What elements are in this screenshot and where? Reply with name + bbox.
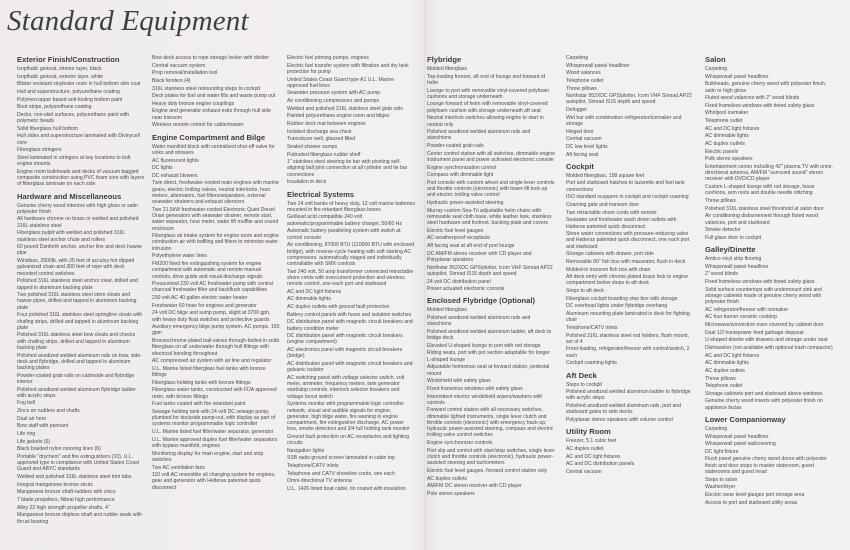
equipment-item: Auxiliary emergency bilge pump system, AC pumps, 150 gpm [152,324,280,337]
equipment-section [705,415,833,506]
equipment-item: Molded-in transom fish box with drain [566,266,651,273]
equipment-item: Throw pillows [566,85,597,92]
equipment-section [566,55,694,158]
equipment-item: Powder-coated grab rails on cabinside and flybridge interior [17,372,135,385]
equipment-item: Fiberglass cockpit boarding step box with storage [566,295,678,302]
equipment-item: Electric panels [705,148,739,155]
equipment-list [152,55,280,129]
column-4 [427,55,555,501]
equipment-item: Telephone and CATV shoreline cords, one each [287,470,395,477]
equipment-item: Ground fault protection on AC receptacles and lighting circuits [287,433,410,447]
equipment-item: Air conditioning, 87000 BTU (110000 BTU with enclosed bridge), with reverse-cycle heating with soft starting AC compressors, automatically staged and individually controllable with SMX controls [287,242,415,267]
equipment-item: 24 volt DC bilge and sump pump, slight at 3700 gph, with heavy duty float switches and protective guards [152,310,271,323]
equipment-item: Removable 80" fish box with macerator, flush in deck [566,258,686,265]
equipment-item: Water manifold block with centralized shut-off valve for sinks and showers [152,143,275,156]
equipment-item: Two 21.5kW freshwater-cooled Electronic Quiet Diesel Onan generators with seawater strainer, remote start, water separator, hour meter, water lift muffler and sound enclosure [152,206,279,232]
equipment-item: Molded fiberglass [427,307,467,314]
equipment-item: AC compressed air system with air line and regulator [152,358,272,365]
equipment-item: Fiberglass water tanks, constructed with FDA approved resin, with bronze fittings [152,387,277,400]
equipment-item: DC lights [152,165,173,172]
equipment-item: Polyethylene water lines [152,253,207,260]
equipment-item: Fiberglass holding tanks with bronze fittings [152,379,251,386]
equipment-item: Northstar 952XDC GPS/plotter, Icom VHF Simrad AP22 autopilot, Simrad IS15 depth and speed [566,93,692,106]
equipment-item: Two retractable shore cords with remote [566,209,657,216]
equipment-item: SSB radio ground screen laminated in cabin top [287,455,395,462]
equipment-item: Polished 316L stainless steel bow cleats and chocks with chafing strips, drilled and tapped in aluminum backing plate [17,332,136,351]
equipment-item: Black fenders (4) [152,77,191,84]
equipment-item: Carpeting [705,66,728,72]
equipment-item: Deck plates for fuel and water fills and waste pump out [152,93,276,100]
equipment-item: Prop removal/installation tool [152,70,218,77]
equipment-section [566,162,694,367]
equipment-item: Intermittent electric windshield wipers/washers with controls [427,393,543,406]
equipment-list [287,55,415,186]
equipment-item: Fuel tanks coated with fire retardant paint [152,401,246,408]
column-3 [287,55,415,496]
equipment-item: Telephone outlet [705,383,743,390]
equipment-item: Compass with dimmable light [427,172,494,179]
equipment-item: DC distribution panel with magnetic circuit breakers (engine compartment) [287,333,403,346]
equipment-item: Access to port and starboard utility areas [705,499,798,506]
equipment-item: Storage cabinets port and starboard above windows [705,390,823,397]
equipment-item: Pressurized 230 volt AC freshwater pump with central charcoal freshwater filter and backflush capabilities [152,281,273,294]
equipment-item: AC electronics panel with magnetic circuit breakers (bridge) [287,347,403,360]
section-heading: Lower Companionway [705,414,786,424]
equipment-item: Fluted wood valances with 2" wood blinds [705,95,800,102]
equipment-item: Defogger [566,107,587,114]
equipment-item: AC weatherproof receptacle [427,235,491,242]
equipment-item: Dual 1/2 horsepower feed garbage disposal [705,329,804,336]
equipment-item: Aft facing seat [566,151,599,158]
equipment-item: Zincs on rudders and shafts [17,408,80,415]
section-heading: Enclosed Flybridge (Optional) [427,296,536,306]
equipment-item: Wet bar with combination refrigerator/icemaker and storage [566,114,682,127]
equipment-item: U.L. Marine listed fiberglass fuel tanks with bronze fittings [152,365,266,379]
equipment-item: Top-loading freezer, aft end of lounge and forward of helm [427,73,546,86]
equipment-list [17,66,145,188]
section-heading: Utility Room [566,427,611,437]
equipment-item: Hinged door [566,128,594,135]
section-heading: Salon [705,55,726,64]
equipment-item: Electric wear level gauges port storage area [705,491,805,498]
equipment-item: 110 volt AC reversible oil changing system for engines, gear and generator with Helteras patented quick disconnect [152,472,276,491]
equipment-item: AC duplex outlets [705,367,745,374]
equipment-item: Fixed frameless windows with safety glass [427,385,523,392]
equipment-item: United States Coast Guard type A1 U.L. Marine approved fuel lines [287,76,395,89]
equipment-item: AC and DC light fixtures [705,352,760,359]
equipment-item: FM200 fixed fire extinguishing system for engine compartment with automatic and remote manual controls, drive guide and visual discharge signals [152,261,263,280]
equipment-item: Polished anodized welded aluminum rails on bow, side-deck and flybridge, drilled and tapped in aluminum backing plates [17,352,142,372]
equipment-section [152,133,280,491]
equipment-list [427,307,555,497]
equipment-item: Entertainment center including 42" plasma TV with omni-directional antenna, AM/FM "surround sound" stereo receiver with DVD/CD player [705,163,833,183]
equipment-list [152,144,280,491]
equipment-item: Full glass door to cockpit [705,234,762,241]
equipment-item: Twin direct, freshwater-cooled main engines with marine gears, electric trolling valves, neutral interlocks, hour meters, alternators, fuel filters/separators, external seawater strainers and exhaust silencers [152,180,279,206]
equipment-item: Shore water connections with pressure-reducing valve and Hatteras patented quick disconnect, one each port and starboard [566,231,690,250]
equipment-item: Aluminum mounting plate laminated in deck for fighting chair [566,311,690,324]
equipment-item: Isopthalic gelcoat, exterior layer, white [17,73,104,80]
equipment-item: Polished 316L stainless steel rod holders, flush mount, set of 4 [566,332,689,345]
equipment-item: Fiberglass air intake system for engine room and engine combustion air with baffling and filters to minimize water intrusion [152,233,279,252]
equipment-item: Polished anodized welded aluminum ladder to flybridge with acrylic steps [566,389,691,402]
equipment-item: Life jackets (6) [17,438,51,445]
equipment-item: Manganese bronze shaft-rudders with zincs [17,489,116,496]
equipment-item: Omni-directional TV antenna [287,478,352,485]
equipment-item: Electric fuel level gauges, forward control station only [427,467,548,474]
equipment-item: Washer/dryer [705,484,736,491]
equipment-item: AC duplex outlet [566,445,604,452]
equipment-item: Adjustable helmsman seat at forward station, pedestal mount [427,364,550,377]
equipment-item: U.L. Marine approved duplex fuel filter/water separators with bypass manifold, engines [152,436,278,449]
equipment-item: Electric fuel priming pumps, engines [287,55,369,61]
equipment-item: U.L. Marine listed fuel filter/water separator, generator [152,429,274,436]
equipment-item: 60 pound Danforth anchor, anchor line and deck hawse pipe [17,244,142,257]
page-spine [424,0,426,550]
equipment-item: DC low level lights [566,143,608,150]
equipment-item: Engine synchronization control [427,164,497,171]
equipment-item: AC dimmable lights [287,296,331,303]
equipment-item: Seawater and freshwater wash down outlets with Hatteras patented quick disconnect [566,217,677,230]
equipment-item: Automatic battery paralleling system with switch at control console [287,228,401,241]
equipment-item: Whisperwall panel headliner [705,263,769,270]
equipment-item: Air conditioning disbursement through fluted wood valances, port and starboard [705,213,818,226]
equipment-item: Throw pillows [705,197,736,204]
equipment-section [427,296,555,497]
equipment-item: Bronze/chrome plated ball-valves through-bolted in solid fiberglass on all underwater through hull fittings with electrical bonding throughout [152,338,279,357]
equipment-item: Polished anodized welded aluminum ladder, aft deck to bridge deck [427,328,552,342]
equipment-item: 7 blade propellers, Nibral high performance [17,497,115,504]
equipment-item: Polyplanar stereo speakers with volume control [566,417,673,423]
equipment-item: 2" wood blinds [705,271,738,278]
equipment-item: Four polished 316L stainless steel springline cleats with chafing strips, drilled and tapped in aluminum backing plate [17,312,143,331]
equipment-section [566,371,694,424]
equipment-item: AC and DC distribution panels [566,461,635,468]
equipment-item: Manganese bronze dripless shaft and rudder seals with thrust bearing [17,512,142,525]
equipment-item: Monitoring display for main engine, start and stop switches [152,450,264,463]
equipment-list [566,438,694,475]
equipment-item: Forward control station with all necessary switches, dimmable lighted instruments, single lever clutch and throttle controls (electronic) with emergency back-up, hydraulic power-assisted steering, compass and electric trolling valve control switches [427,407,554,439]
section-heading: Aft Deck [566,370,597,380]
equipment-item: Wood valances [566,70,601,77]
section-heading: Electrical Systems [287,189,355,199]
equipment-section [566,427,694,475]
equipment-section [17,192,145,525]
section-heading: Galley/Dinette [705,245,756,255]
equipment-item: Coaming gate and transom door [566,201,640,208]
equipment-item: Custom L-shaped lounge with rod storage, loose cushions, arm rests and double needle stitching [705,184,815,197]
section-heading: Hardware and Miscellaneous [17,191,122,201]
equipment-item: Electric fuel transfer system with filtration and dry tank protection for pump [287,62,409,75]
equipment-item: Navigation lights [287,447,325,454]
equipment-item: Lounge to port with removable vinyl-covered polyfoam cushions and storage underneath [427,87,550,100]
equipment-item: Lounge forward of helm with removable vinyl-covered polyfoam cushion with storage underneath aft seat [427,101,548,114]
equipment-item: AC fluorescent lights [152,157,199,164]
equipment-item: AC distribution panel with magnetic circuit breakers and galvanic isolator [287,361,413,374]
equipment-item: Polk stereo speakers [705,156,753,163]
equipment-list [705,256,833,411]
equipment-item: Whirlpool icemaker [705,110,749,117]
section-heading: Exterior Finish/Construction [17,55,120,64]
equipment-item: Power actuated electronic console [427,286,505,293]
equipment-item: Heavy duty bronze engine couplings [152,100,235,107]
equipment-item: Hydraulic power-assisted steering [427,200,504,207]
equipment-item: Windlass, 2500lb. with 25 feet of acculoy hot dipped galvanized chain and 300 feet of rope with deck mounted control switches [17,258,135,277]
equipment-item: Molded fiberglass, 158 square feet [566,172,645,179]
equipment-item: AC and DC light fixtures [287,288,342,295]
equipment-item: Systems monitor with programmable logic controller network, visual and audible signals for engine, generator, high bilge water, fire warning in engine compartment, fire extinguisher discharge, AC power loss, smoke detectors and 3/4 full holding tank monitor [287,401,410,433]
equipment-section [705,245,833,411]
equipment-item: AM/FM DC stereo receiver with CD player [427,483,522,490]
equipment-item: All hardware chrome on brass or welded and polished 316L stainless steel [17,216,139,229]
equipment-item: AC dimmable lights [705,360,749,367]
equipment-item: Fiberglass pulpit with welded and polished 316L stainless steel anchor chute and rollers [17,230,125,243]
equipment-item: Engine room bulkheads and decks of vacuum bagged composite construction using PVC foam core with layers of fiberglass laminate on each side [17,168,145,188]
equipment-item: Port and starboard hatches to lazarette and fuel tank connections [566,180,685,193]
equipment-item: Two 240 volt, 50 amp transformer connected retractable shore cords with overcurrent protection and wireless remote control, one each port and starboard [287,268,414,288]
equipment-item: Smoke detector [705,227,741,234]
equipment-item: Pod console with custom wheel and single lever controls and throttle controls (electronic) with tower-lift lock-up and electric trolling valve control [427,179,555,199]
equipment-item: Welded and polished 316L stainless steel trim tabs [17,474,132,481]
equipment-item: 24 volt DC distribution panel [427,278,491,285]
equipment-item: Seawater pressure system with AC pump [287,90,381,97]
equipment-section [705,55,833,241]
equipment-item: Telephone outlet [705,118,743,125]
equipment-item: Solid fiberglass hull bottom [17,125,78,132]
equipment-item: Aft deck entry with chrome plated brass lock to engine compartment below steps to aft deck [566,274,689,287]
equipment-item: Isopthalic gelcoat, interior layer, black [17,66,102,72]
equipment-item: Steps to salon [705,476,738,483]
equipment-section [427,55,555,292]
equipment-item: AC switching panel with voltage selector switch, volt meter, ammeter, frequency meters, twin generator start/stop controls, interlock selector breakers and voltage boost switch [287,374,405,400]
equipment-item: Central vacuum system [152,62,206,69]
equipment-item: Bulkheads, genuine cherry wood with polyester finish, satin or high gloss [705,81,827,94]
equipment-item: Wireless remote control for cable/master [152,122,244,129]
equipment-item: Battery control panels with fuses and isolation switches [287,311,412,318]
equipment-item: Whisperwall panel wallcovering [705,441,776,448]
column-5 [566,55,694,479]
equipment-item: Alloy 22 high strength propeller shafts, 4" [17,504,110,511]
equipment-item: Fiberglass stringers [17,147,62,154]
equipment-item: AC duplex outlets [705,141,745,148]
equipment-item: Freezer, 5.1 cubic feet [566,438,617,445]
equipment-section [287,55,415,186]
equipment-item: Insulation in deck [287,179,327,186]
equipment-item: ISO standard scuppers in cockpit and cockpit coaming [566,194,689,201]
equipment-item: AC four burner ceramic cooktop [705,314,777,321]
equipment-item: Polished 316L stainless steel threshold at salon door [705,205,824,212]
equipment-item: Powder-coated grab rails [427,143,484,150]
equipment-item: AC dimmable lights [705,133,749,140]
equipment-item: Dishwasher (not available with optional trash compactor) [705,344,833,351]
equipment-item: AC and DC light fixtures [566,453,621,460]
equipment-item: Port slip and control with starr/stop switches, single lever clutch and throttle controls (electronic), hydraulic power-assisted steering and tachometers [427,447,555,467]
equipment-list [566,173,694,367]
equipment-item: Electric fuel level gauges [427,227,484,234]
equipment-item: Whisperwall panel headliner [566,62,630,69]
equipment-item: Two polished 316L stainless steel stern cleats and hawse pipes, drilled and tapped in aluminum backing plate [17,292,137,311]
equipment-item: Boot stripe, polyurethane coating [17,104,92,111]
equipment-item: Polymercopper based anti-fouling bottom paint [17,96,123,103]
equipment-item: Amtico vinyl strip flooring [705,256,762,263]
equipment-item: Isolated discharge sea chest [287,128,352,135]
equipment-item: Neutral interlock switches allowing engine to start in neutral only [427,115,544,128]
equipment-section [17,55,145,188]
equipment-item: Black braided nylon mooring lines (6) [17,446,101,453]
equipment-item: Polished anodized welded aluminum rails and stanchions [427,315,531,328]
equipment-item: Cockpit coaming lights [566,360,617,367]
equipment-item: Carpeting [566,55,589,61]
column-1 [17,55,145,529]
equipment-item: Sewage holding tank with 24 volt DC sewage pump, plumbed for dockside pump-out, with display as part of systems monitor programmable logic controller [152,408,276,428]
equipment-item: Windshield with safety glass [427,378,491,385]
equipment-item: Two 24 volt banks of heavy duty, 12 volt marine batteries mounted in fire retardant fiberglass boxes [287,200,415,213]
equipment-item: Rubber deck mat between engines [287,120,366,127]
equipment-list [705,426,833,506]
equipment-item: Polished anodized welded aluminum rails and stanchions [427,129,531,142]
equipment-item: Sealed shower sumps [287,143,338,150]
equipment-item: Hull sides and superstructure laminated with Divinycell core [17,133,140,146]
equipment-item: Pole stereo speakers [427,490,475,497]
equipment-item: Fixed frameless windows with tinted safety glass [705,278,815,285]
equipment-item: Molded fiberglass [427,66,467,72]
equipment-item: Telephone/CATV inlets [287,463,339,470]
equipment-item: Engine synchronizer controls [427,440,493,447]
equipment-item: 316L stainless steel rebounding steps to cockpit [152,85,260,92]
equipment-item: Center control station with all switches, dimmable engine instrument panel and power activated electronic console [427,150,555,163]
equipment-item: Murray custom Sea-Tri adjustable helm chairs with removable seat cloth base, white leather look, stainless steel hardware and footrest, backing plate and covers [427,207,552,227]
equipment-item: Engine and generator exhaust exits through hull side near transom [152,108,271,121]
equipment-item: Polished anodized welded aluminum flybridge ladder with acrylic steps [17,386,136,399]
equipment-item: Storage cabinets with drawer, port side [566,251,654,258]
equipment-item: Fixed frameless windows with tinted safety glass [705,102,815,109]
equipment-item: DC AM/FM stereo receiver with CD player and Polyplanar speakers [427,250,532,263]
equipment-section [152,55,280,129]
equipment-item: Blister resistant vinylester resin in hull bottom skin coat [17,81,141,88]
equipment-item: Hull and superstructure, polyurethane coating [17,88,120,95]
equipment-item: Genuine cherry wood inserts with polyester finish on appliance facias [705,398,823,411]
equipment-item: Front-loading, refrigerator/freezer with control/switch, 2 each [566,346,690,359]
equipment-item: AC duplex outlets [427,475,467,482]
equipment-item: Throw pillows [705,375,736,382]
equipment-item: Pultruded fiberglass rudder shelf [287,151,361,158]
equipment-item: Bow deck access to rope storage locker with divider [152,55,269,61]
equipment-item: Solid surface countertops with undermount sink and storage cabinets made of genuine cherry wood with polyester finish [705,286,822,306]
equipment-item: DC exhaust blowers [152,172,198,179]
equipment-item: Flush panel genuine cherry wood doors with polyester finish and door stops to master stateroom, guest staterooms and guest head [705,456,827,475]
equipment-list [566,55,694,158]
equipment-item: Air conditioning compressors and pumps [287,98,380,105]
equipment-item: Elevated U-shaped lounge to port with rod storage [427,342,541,349]
equipment-item: Polished 316L stainless steel anchor cleat, drilled and tapped in aluminum backing plate [17,278,139,291]
equipment-item: U.L. 1426 listed boat cable, tin coated with insulation [287,486,406,493]
equipment-item: AC duplex outlets with ground fault protection [287,304,390,311]
equipment-item: Bow staff with pennant [17,423,69,430]
equipment-item: Decks, non-skid surfaces, polyurethane paint with polymeric beads [17,111,130,125]
equipment-item: Telephone outlet [566,77,604,84]
equipment-item: Microwave/convection oven covered by cabinet door [705,322,824,329]
equipment-item: Freshwater 60 hose for engines and generator [152,302,257,309]
equipment-list [17,203,145,525]
equipment-item: Dual air horn [17,415,47,422]
column-6 [705,55,833,510]
equipment-item: Polished anodized welded aluminum rails, port and starboard gates to side decks [566,403,681,416]
equipment-item: AC and DC light fixtures [705,125,760,132]
equipment-item: U-shaped dinette with drawers and storage under seat [705,337,828,344]
equipment-item: DC distribution panel with magnetic circuit breakers and battery condition meter [287,319,413,332]
equipment-list [566,382,694,424]
equipment-item: AC refrigerator/freezer with icemaker [705,306,789,313]
equipment-item: DC overhead lights under flybridge overhang [566,303,668,310]
section-heading: Engine Compartment and Bilge [152,132,266,142]
equipment-item: Aft facing seat at aft end of port lounge [427,243,515,250]
equipment-item: Painted polyurethane engine room and bilges [287,113,390,120]
equipment-item: Carpeting [705,425,728,432]
section-heading: Flybridge [427,55,462,64]
equipment-item: Steps to cockpit [566,381,602,388]
equipment-item: DC light fixture [705,448,739,455]
equipment-item: Steps to aft deck [566,288,604,295]
equipment-item: Central vacuum [566,468,602,475]
equipment-item: Whisperwall panel headliner [705,73,769,80]
equipment-item: Transducer well, glassed filled [287,136,356,143]
equipment-list [705,66,833,241]
equipment-item: Steel laminated in stringers at key locations to bolt engine mounts [17,154,131,168]
equipment-item: Genuine cherry wood interiors with high gloss or satin polyester finish [17,202,138,215]
equipment-item: Two AC ventilation fans [152,464,205,471]
equipment-item: Integral manganese bronze struts [17,481,93,488]
equipment-item: Northstar 952XDC GPS/plotter, Icom VHF Simrad AP22 autopilot, Simrad IS15 depth and speed [427,264,553,277]
section-heading: Cockpit [566,161,594,171]
page-title: Standard Equipment [7,5,249,37]
equipment-item: Riding seats, port with pot section adaptable for longer L-shaped lounge [427,350,550,363]
equipment-list [427,66,555,292]
equipment-item: Fog bell [17,400,36,407]
equipment-item: Life ring [17,431,36,438]
equipment-item: 230 volt AC 40 gallon electric water heater [152,295,248,302]
equipment-item: 1" stainless steel steering tie bar with pivoting self-aligning ball joint connection at all cylinder and tie bar connections [287,159,408,178]
equipment-item: Portable "drychem" and fire extinguishers (10), U.L. approved type in compliance with United States Coast Guard and ABYC standards [17,453,140,473]
equipment-item: Central vacuum [566,136,602,143]
equipment-item: Welded and polished 316L stainless steel grab rails [287,105,403,112]
equipment-item: Telephone/CATV inlets [566,324,618,331]
equipment-section [287,190,415,493]
equipment-item: Whisperwall panel headliner [705,433,769,440]
equipment-item: Gel/lead acid compatible 240 volt automatic/programmable battery charger, 50/60 Hz [287,214,402,227]
equipment-list [287,201,415,493]
column-2 [152,55,280,495]
